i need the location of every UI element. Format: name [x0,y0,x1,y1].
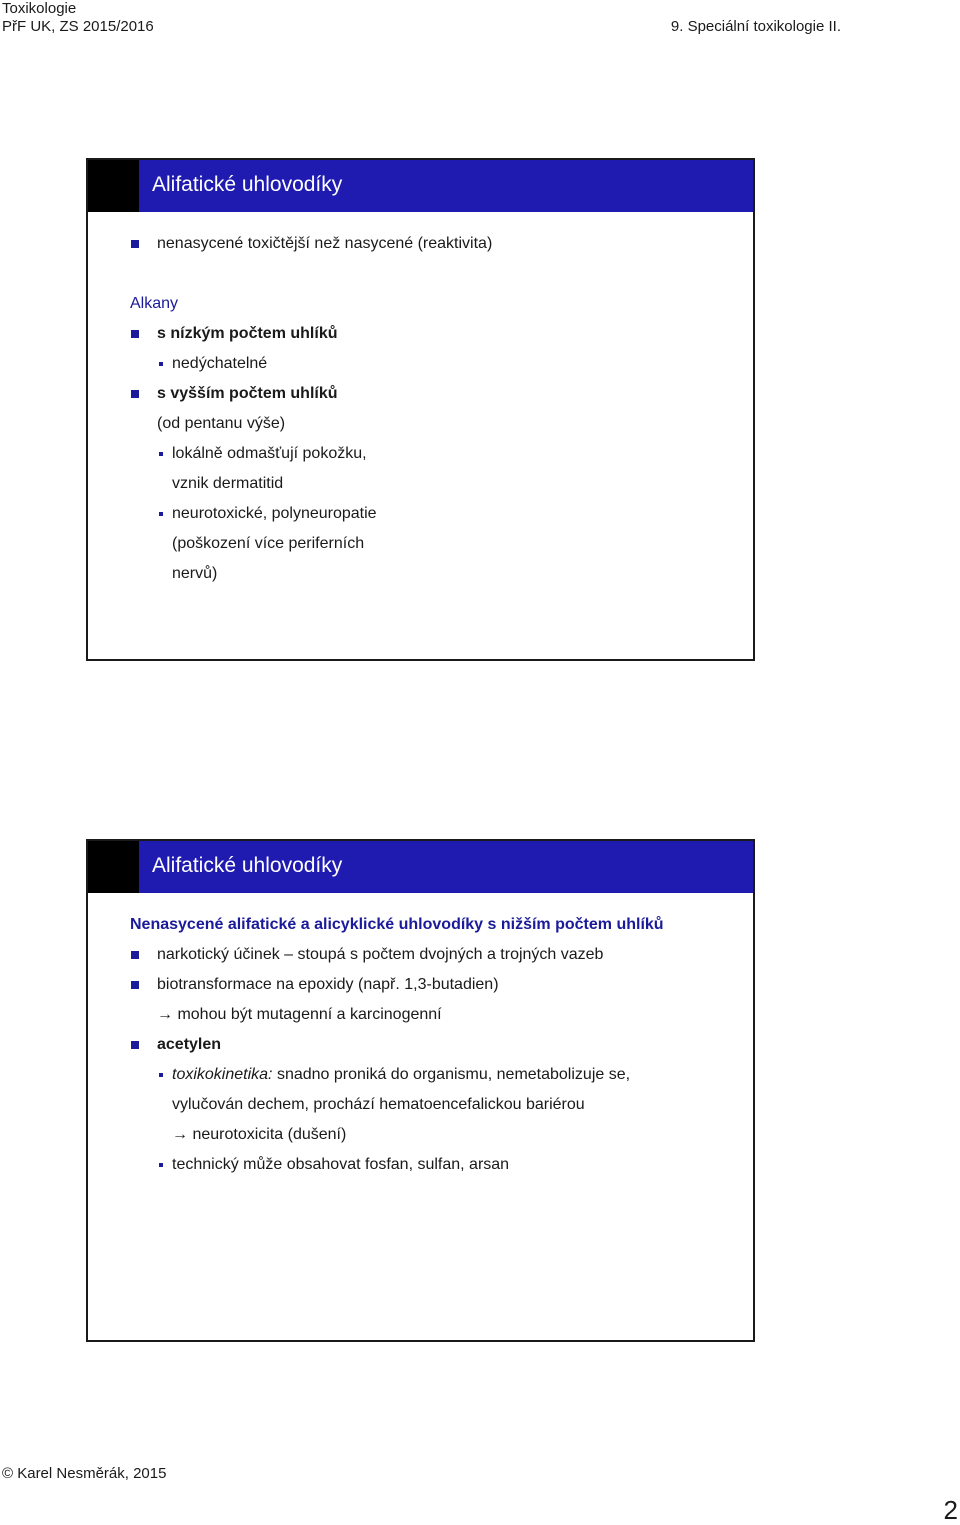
slide-1-line-1: nenasycené toxičtější než nasycené (reaktivita) [157,235,493,252]
slide-2-line-8: → neurotoxicita (dušení) [172,1126,347,1143]
slide-2-line-7: vylučován dechem, prochází hematoencefalickou bariérou [172,1096,585,1113]
slide-1-titlebar [88,160,753,212]
slide-2-title: Alifatické uhlovodíky [152,854,343,877]
square-bullet-icon [131,981,139,989]
small-bullet-icon [159,1073,163,1077]
slide-2-heading: Nenasycené alifatické a alicyklické uhlovodíky s nižším počtem uhlíků [130,916,664,933]
slide-1-line-8: vznik dermatitid [172,475,284,492]
slide-1 [86,158,755,661]
slide-2-line-4: → mohou být mutagenní a karcinogenní [157,1006,442,1023]
slide-1-line-5: s vyšším počtem uhlíků [157,385,338,402]
small-bullet-icon [159,512,163,516]
header-course: Toxikologie [2,0,77,17]
slide-1-title: Alifatické uhlovodíky [152,173,343,196]
small-bullet-icon [159,452,163,456]
header-lecture: 9. Speciální toxikologie II. [670,18,841,35]
slide-1-line-6: (od pentanu výše) [157,415,286,432]
square-bullet-icon [131,390,139,398]
toxikokinetika-label: toxikokinetika: [172,1066,273,1083]
page-number: 2 [943,1495,958,1525]
slide-2-line-2: narkotický účinek – stoupá s počtem dvojných a trojných vazeb [157,946,604,963]
slide-1-line-7: lokálně odmašťují pokožku, [172,445,367,462]
square-bullet-icon [131,240,139,248]
slide-2-titlebar [88,841,753,893]
square-bullet-icon [131,330,139,338]
slide-1-heading-alkany: Alkany [130,295,179,312]
slide-2-line-6 [172,1065,630,1085]
slide-2 [86,839,755,1342]
slide-1-line-9: neurotoxické, polyneuropatie [172,505,377,522]
slide-2-line-3: biotransformace na epoxidy (např. 1,3-butadien) [157,976,499,993]
toxikokinetika-text: snadno proniká do organismu, nemetabolizuje se, [272,1066,631,1083]
square-bullet-icon [131,1041,139,1049]
footer-copyright: © Karel Nesměrák, 2015 [2,1465,167,1482]
small-bullet-icon [159,1163,163,1167]
slide-1-line-10: (poškození více periferních [172,535,365,552]
titlebar-dark-block [88,160,139,212]
slide-1-line-4: nedýchatelné [172,355,268,372]
slide-2-line-9: technický může obsahovat fosfan, sulfan, arsan [172,1156,510,1173]
small-bullet-icon [159,362,163,366]
square-bullet-icon [131,951,139,959]
header-faculty: PřF UK, ZS 2015/2016 [2,18,154,35]
titlebar-dark-block [88,841,139,893]
slide-1-line-11: nervů) [172,565,218,582]
slide-1-line-3: s nízkým počtem uhlíků [157,325,338,342]
slide-2-line-5: acetylen [157,1036,222,1053]
